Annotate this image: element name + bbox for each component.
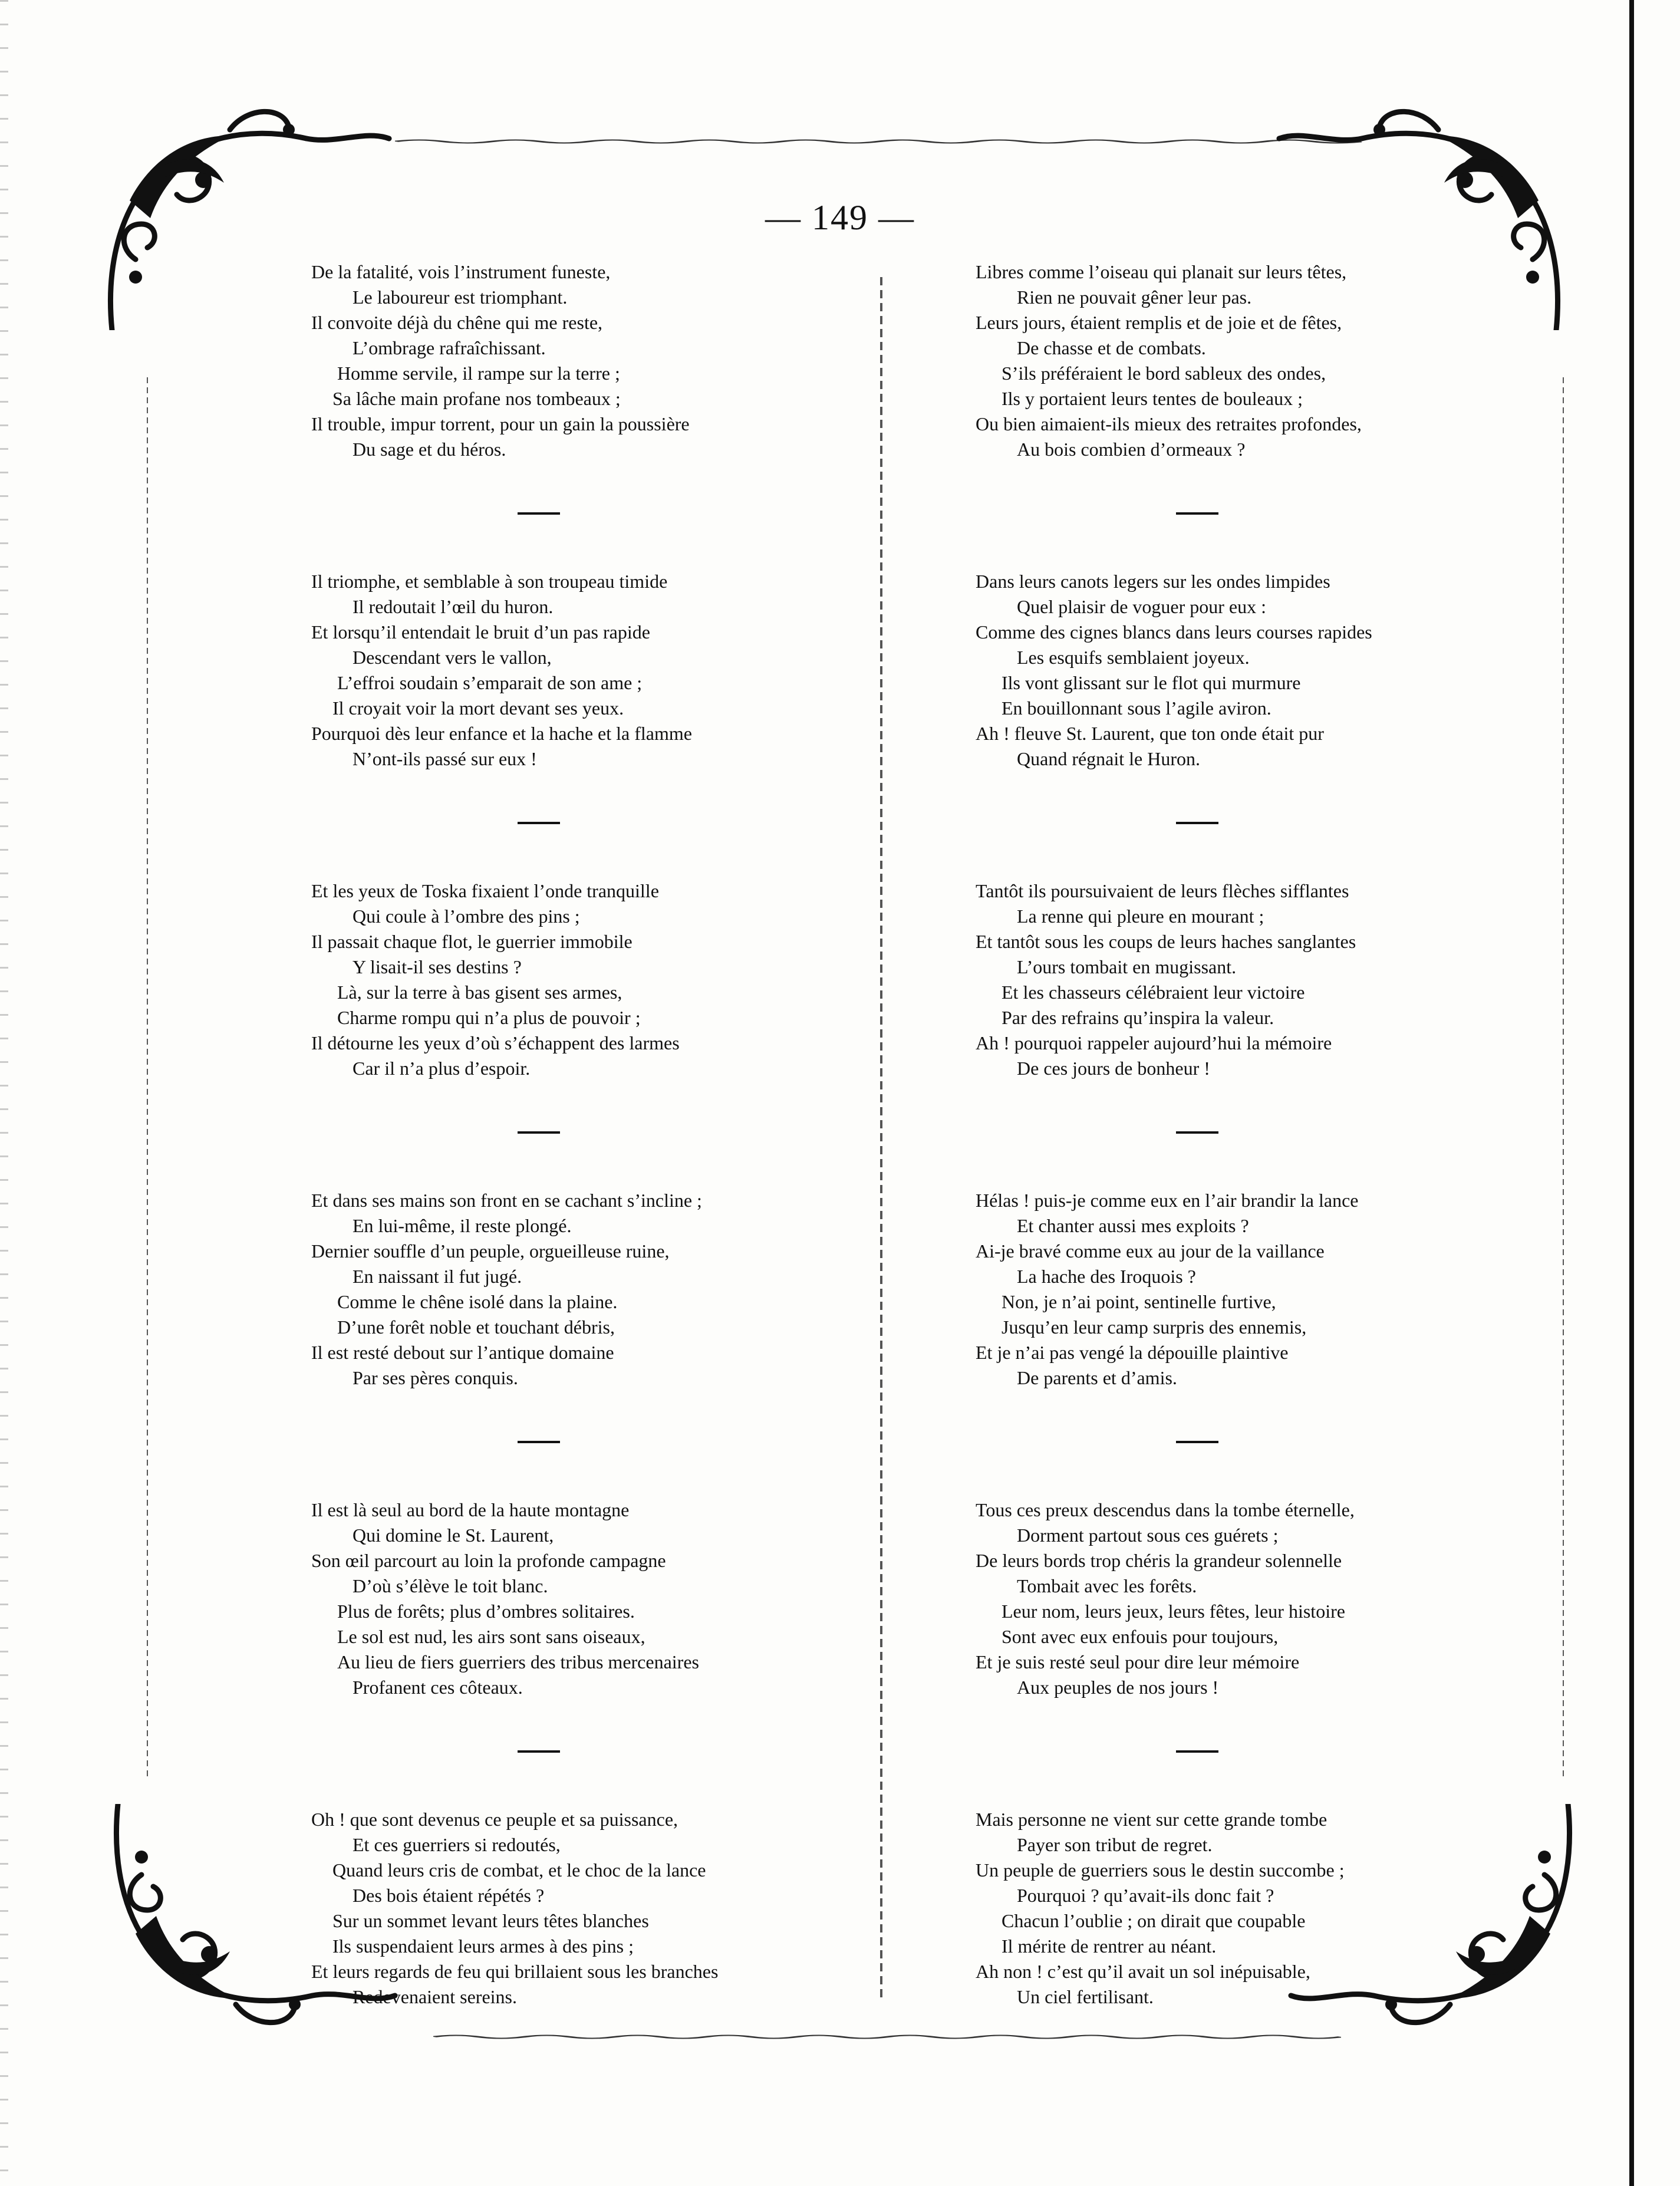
verse-line: Par ses pères conquis. <box>353 1367 518 1388</box>
verse-line: Charme rompu qui n’a plus de pouvoir ; <box>337 1007 641 1028</box>
verse-line: Par des refrains qu’inspira la valeur. <box>1002 1007 1274 1028</box>
verse-line: Il redoutait l’œil du huron. <box>353 596 554 617</box>
verse-line: Aux peuples de nos jours ! <box>1017 1677 1219 1698</box>
verse-line: Et les yeux de Toska fixaient l’onde tranquille <box>311 880 659 901</box>
binding-margin <box>1633 0 1680 2186</box>
stanza <box>976 259 1506 462</box>
verse-line: Quand leurs cris de combat, et le choc de la lance <box>332 1859 706 1881</box>
verse-line: Redevenaient sereins. <box>353 1986 517 2007</box>
verse-line: Et ces guerriers si redoutés, <box>353 1834 561 1855</box>
verse-line: Tous ces preux descendus dans la tombe éternelle, <box>976 1499 1355 1520</box>
verse-line: Le laboureur est triomphant. <box>353 287 568 308</box>
stanza <box>976 1497 1506 1700</box>
verse-line: Et lorsqu’il entendait le bruit d’un pas rapide <box>311 621 650 643</box>
verse-line: Ils vont glissant sur le flot qui murmure <box>1002 672 1301 693</box>
verse-line: L’ours tombait en mugissant. <box>1017 956 1237 977</box>
verse-line: Ah non ! c’est qu’il avait un sol inépuisable, <box>976 1961 1310 1982</box>
verse-line: Et je n’ai pas vengé la dépouille plaintive <box>976 1342 1289 1363</box>
verse-line: N’ont-ils passé sur eux ! <box>353 748 537 769</box>
verse-line: De leurs bords trop chéris la grandeur solennelle <box>976 1550 1342 1571</box>
frame-bottom-rule <box>433 2034 1341 2040</box>
page-number: — 149 — <box>765 198 915 237</box>
stanza <box>311 259 830 462</box>
verse-line: Les esquifs semblaient joyeux. <box>1017 647 1250 668</box>
verse-line: L’effroi soudain s’emparait de son ame ; <box>337 672 643 693</box>
verse-line: Oh ! que sont devenus ce peuple et sa puissance, <box>311 1809 678 1830</box>
verse-line: Ah ! pourquoi rappeler aujourd’hui la mémoire <box>976 1032 1332 1054</box>
verse-line: Qui coule à l’ombre des pins ; <box>353 906 580 927</box>
verse-line: Dans leurs canots legers sur les ondes limpides <box>976 571 1330 592</box>
verse-line: Le sol est nud, les airs sont sans oiseaux, <box>337 1626 645 1647</box>
verse-line: Rien ne pouvait gêner leur pas. <box>1017 287 1252 308</box>
verse-line: Il passait chaque flot, le guerrier immobile <box>311 931 633 952</box>
verse-line: Hélas ! puis-je comme eux en l’air brandir la lance <box>976 1190 1359 1211</box>
verse-line: Ils suspendaient leurs armes à des pins ; <box>332 1935 634 1957</box>
verse-line: En naissant il fut jugé. <box>353 1266 522 1287</box>
stanza <box>311 1807 830 2010</box>
verse-line: De parents et d’amis. <box>1017 1367 1177 1388</box>
stanza <box>976 569 1506 772</box>
verse-line: Jusqu’en leur camp surpris des ennemis, <box>1002 1316 1307 1338</box>
verse-line: Ai-je bravé comme eux au jour de la vaillance <box>976 1240 1325 1262</box>
verse-line: Qui domine le St. Laurent, <box>353 1525 554 1546</box>
verse-line: Quand régnait le Huron. <box>1017 748 1201 769</box>
verse-line: Et chanter aussi mes exploits ? <box>1017 1215 1249 1236</box>
verse-line: Homme servile, il rampe sur la terre ; <box>337 363 620 384</box>
verse-line: Comme des cignes blancs dans leurs courses rapides <box>976 621 1372 643</box>
verse-line: Ou bien aimaient-ils mieux des retraites profondes, <box>976 413 1362 434</box>
verse-line: De chasse et de combats. <box>1017 337 1206 358</box>
verse-line: Ah ! fleuve St. Laurent, que ton onde était pur <box>976 723 1324 744</box>
stanza-separator <box>518 512 560 515</box>
verse-line: Dernier souffle d’un peuple, orgueilleuse ruine, <box>311 1240 670 1262</box>
stanza-separator <box>1176 1131 1218 1134</box>
verse-line: Tombait avec les forêts. <box>1017 1575 1197 1596</box>
frame-right-rule <box>1561 377 1566 1780</box>
verse-line: Son œil parcourt au loin la profonde campagne <box>311 1550 666 1571</box>
verse-line: De ces jours de bonheur ! <box>1017 1058 1210 1079</box>
verse-line: Là, sur la terre à bas gisent ses armes, <box>337 982 622 1003</box>
stanza-separator <box>518 822 560 824</box>
verse-line: Ils y portaient leurs tentes de bouleaux ; <box>1002 388 1303 409</box>
poem-column-right <box>976 259 1506 2010</box>
verse-line: S’ils préféraient le bord sableux des ondes, <box>1002 363 1326 384</box>
verse-line: Libres comme l’oiseau qui planait sur leurs têtes, <box>976 261 1347 282</box>
verse-line: Sa lâche main profane nos tombeaux ; <box>332 388 621 409</box>
verse-line: Il croyait voir la mort devant ses yeux. <box>332 697 624 719</box>
frame-left-rule <box>145 377 150 1780</box>
stanza <box>976 878 1506 1081</box>
verse-line: Il détourne les yeux d’où s’échappent des larmes <box>311 1032 680 1054</box>
verse-line: Leur nom, leurs jeux, leurs fêtes, leur histoire <box>1002 1601 1345 1622</box>
verse-line: Sont avec eux enfouis pour toujours, <box>1002 1626 1279 1647</box>
verse-line: Et les chasseurs célébraient leur victoire <box>1002 982 1305 1003</box>
verse-line: Leurs jours, étaient remplis et de joie et de fêtes, <box>976 312 1342 333</box>
verse-line: Il est resté debout sur l’antique domaine <box>311 1342 614 1363</box>
verse-line: Et je suis resté seul pour dire leur mémoire <box>976 1651 1300 1673</box>
frame-top-rule <box>395 139 1362 144</box>
verse-line: Il est là seul au bord de la haute montagne <box>311 1499 630 1520</box>
stanza <box>976 1807 1506 2010</box>
verse-line: Il triomphe, et semblable à son troupeau timide <box>311 571 668 592</box>
verse-line: Des bois étaient répétés ? <box>353 1885 545 1906</box>
verse-line: Il mérite de rentrer au néant. <box>1002 1935 1217 1957</box>
verse-line: D’où s’élève le toit blanc. <box>353 1575 548 1596</box>
stanza-separator <box>1176 1441 1218 1443</box>
stanza-separator <box>1176 822 1218 824</box>
verse-line: Pourquoi ? qu’avait-ils donc fait ? <box>1017 1885 1274 1906</box>
stanza <box>311 1188 830 1391</box>
verse-line: Y lisait-il ses destins ? <box>353 956 522 977</box>
verse-line: Il trouble, impur torrent, pour un gain la poussière <box>311 413 690 434</box>
verse-line: Du sage et du héros. <box>353 439 506 460</box>
verse-line: Et dans ses mains son front en se cachant s’incline ; <box>311 1190 702 1211</box>
verse-line: Un peuple de guerriers sous le destin succombe ; <box>976 1859 1345 1881</box>
verse-line: Chacun l’oublie ; on dirait que coupable <box>1002 1910 1306 1931</box>
verse-line: Tantôt ils poursuivaient de leurs flèches sifflantes <box>976 880 1349 901</box>
verse-line: Car il n’a plus d’espoir. <box>353 1058 531 1079</box>
verse-line: En bouillonnant sous l’agile aviron. <box>1002 697 1271 719</box>
poem-column-left <box>311 259 830 2010</box>
verse-line: Pourquoi dès leur enfance et la hache et la flamme <box>311 723 692 744</box>
verse-line: En lui-même, il reste plongé. <box>353 1215 572 1236</box>
stanza-separator <box>518 1750 560 1753</box>
verse-line: Dorment partout sous ces guérets ; <box>1017 1525 1279 1546</box>
verse-line: Au bois combien d’ormeaux ? <box>1017 439 1246 460</box>
verse-line: Quel plaisir de voguer pour eux : <box>1017 596 1266 617</box>
stanza <box>311 569 830 772</box>
verse-line: Profanent ces côteaux. <box>353 1677 523 1698</box>
verse-line: Mais personne ne vient sur cette grande tombe <box>976 1809 1327 1830</box>
verse-line: Sur un sommet levant leurs têtes blanches <box>332 1910 649 1931</box>
verse-line: Un ciel fertilisant. <box>1017 1986 1154 2007</box>
stanza-separator <box>518 1131 560 1134</box>
stanza-separator <box>1176 1750 1218 1753</box>
verse-line: La renne qui pleure en mourant ; <box>1017 906 1264 927</box>
stanza <box>311 1497 830 1700</box>
stanza-separator <box>518 1441 560 1443</box>
stanza <box>976 1188 1506 1391</box>
verse-line: Descendant vers le vallon, <box>353 647 552 668</box>
verse-line: La hache des Iroquois ? <box>1017 1266 1196 1287</box>
verse-line: Comme le chêne isolé dans la plaine. <box>337 1291 618 1312</box>
verse-line: Et tantôt sous les coups de leurs haches sanglantes <box>976 931 1356 952</box>
verse-line: D’une forêt noble et touchant débris, <box>337 1316 615 1338</box>
page-edge-left <box>0 0 8 2186</box>
verse-line: De la fatalité, vois l’instrument funeste, <box>311 261 611 282</box>
stanza-separator <box>1176 512 1218 515</box>
verse-line: Au lieu de fiers guerriers des tribus mercenaires <box>337 1651 699 1673</box>
verse-line: Il convoite déjà du chêne qui me reste, <box>311 312 603 333</box>
verse-line: Plus de forêts; plus d’ombres solitaires. <box>337 1601 635 1622</box>
binding-edge-line <box>1629 0 1634 2186</box>
verse-line: L’ombrage rafraîchissant. <box>353 337 546 358</box>
verse-line: Non, je n’ai point, sentinelle furtive, <box>1002 1291 1276 1312</box>
verse-line: Payer son tribut de regret. <box>1017 1834 1213 1855</box>
stanza <box>311 878 830 1081</box>
verse-line: Et leurs regards de feu qui brillaient sous les branches <box>311 1961 719 1982</box>
column-divider <box>880 277 882 1999</box>
